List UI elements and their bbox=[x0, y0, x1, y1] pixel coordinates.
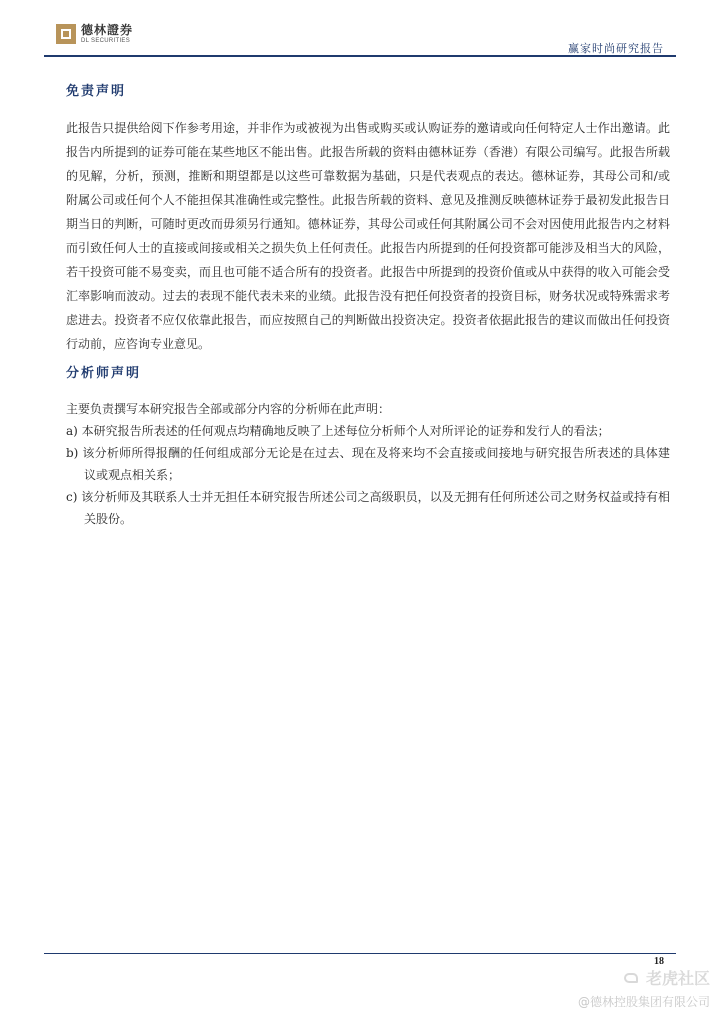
logo-square-icon bbox=[56, 24, 76, 44]
chat-bubble-icon bbox=[622, 971, 642, 985]
disclaimer-paragraph: 此报告只提供给阅下作参考用途，并非作为或被视为出售或购买或认购证券的邀请或向任何特定人士作出邀请。此报告内所提到的证券可能在某些地区不能出售。此报告所载的资料由德林证券（香港）有限公司编写。此报告所载的见解，分析，预测，推断和期望都是以这些可靠数据为基础，只是代表观点的表达。德林证券，其母公司和/或附属公司或任何个人不能担保其准确性或完整性。此报告所载的资料、意见及推测反映德林证券于最初发此报告日期当日的判断，可随时更改而毋须另行通知。德林证券，其母公司或任何其附属公司不会对因使用此报告内之材料而引致任何人士的直接或间接或相关之损失负上任何责任。此报告内所提到的任何投资都可能涉及相当大的风险，若干投资可能不易变卖，而且也可能不适合所有的投资者。此报告中所提到的投资价值或从中获得的收入可能会受汇率影响而波动。过去的表现不能代表未来的业绩。此报告没有把任何投资者的投资目标，财务状况或特殊需求考虑进去。投资者不应仅依靠此报告，而应按照自己的判断做出投资决定。投资者依据此报告的建议而做出任何投资行动前，应咨询专业意见。 bbox=[66, 121, 670, 351]
report-title: 赢家时尚研究报告 bbox=[568, 42, 664, 55]
logo-english-name: DL SECURITIES bbox=[81, 38, 131, 44]
footer-divider bbox=[44, 953, 676, 954]
company-logo bbox=[56, 24, 133, 44]
watermark-main-text: 老虎社区 bbox=[645, 969, 710, 988]
logo-chinese-name: 德林證券 bbox=[81, 23, 134, 37]
analyst-item-a: a) 本研究报告所表述的任何观点均精确地反映了上述每位分析师个人对所评论的证券和发行人的看法； bbox=[66, 424, 610, 438]
analyst-statement-heading: 分析师声明 bbox=[66, 366, 142, 381]
analyst-statement-body bbox=[66, 398, 670, 530]
community-watermark bbox=[622, 966, 710, 989]
disclaimer-heading: 免责声明 bbox=[66, 84, 127, 99]
analyst-item-b: b) 该分析师所得报酬的任何组成部分无论是在过去、现在及将来均不会直接或间接地与研究报告所表述的具体建议或观点相关系； bbox=[66, 446, 670, 482]
watermark-account: @德林控股集团有限公司 bbox=[577, 995, 710, 1009]
analyst-item-c: c) 该分析师及其联系人士并无担任本研究报告所述公司之高级职员，以及无拥有任何所述公司之财务权益或持有相关股份。 bbox=[66, 490, 670, 526]
page-number: 18 bbox=[654, 956, 664, 967]
page-header bbox=[0, 0, 722, 60]
analyst-intro: 主要负责撰写本研究报告全部或部分内容的分析师在此声明： bbox=[66, 402, 391, 416]
header-divider bbox=[44, 55, 676, 57]
